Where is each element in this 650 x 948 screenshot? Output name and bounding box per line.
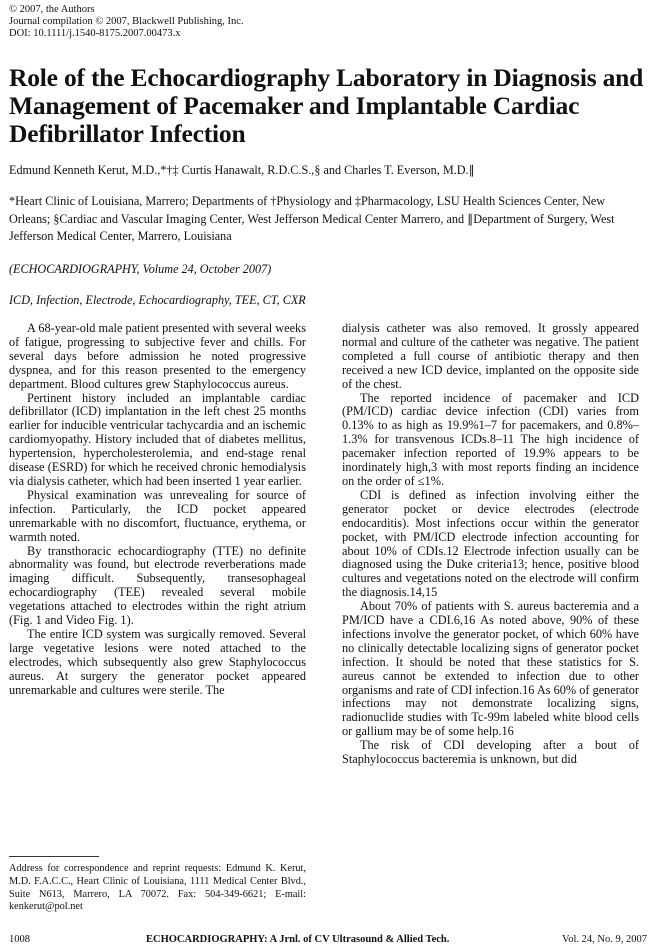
body-paragraph: CDI is defined as infection involving either the generator pocket or device electrodes (electrode endocarditis). Most infections occur within the generator pocket, with PM/ICD electrode infection accounting for about 10% of CDIs.12 Electrode infection usually can be diagnosed using the Duke criteria13; hence, positive blood cultures and vegetations noted on the electrode will confirm the diagnosis.14,15 <box>342 487 639 600</box>
body-paragraph: The risk of CDI developing after a bout of Staphylococcus bacteremia is unknown, but did <box>342 738 639 767</box>
copyright-block <box>9 4 244 40</box>
copyright-line: Journal compilation © 2007, Blackwell Publishing, Inc. <box>9 16 244 27</box>
body-paragraph: Physical examination was unrevealing for source of infection. Particularly, the ICD pocket appeared unremarkable with no discomfort, fluctuance, erythema, or warmth noted. <box>9 487 306 544</box>
body-paragraph: The entire ICD system was surgically removed. Several large vegetative lesions were noted attached to the electrodes, which subsequently also grew Staphylococcus aureus. At surgery the generator pocket appeared unremarkable and cultures were sterile. The <box>9 626 306 697</box>
author-list: Edmund Kenneth Kerut, M.D.,*†‡ Curtis Hanawalt, R.D.C.S.,§ and Charles T. Everson, M.D.∥ <box>9 163 475 177</box>
copyright-line: © 2007, the Authors <box>9 4 95 15</box>
body-paragraph: The reported incidence of pacemaker and ICD (PM/ICD) cardiac device infection (CDI) varies from 0.13% to as high as 19.9%1–7 for pacemakers, and 0.8%–1.3% for transvenous ICDs.8–11 The high incidence of pacemaker infection reported of 19.9% appears to be inordinately high,3 with most reports finding an incidence on the order of ≤1%. <box>342 390 639 488</box>
doi-line: DOI: 10.1111/j.1540-8175.2007.00473.x <box>9 28 181 39</box>
body-paragraph: About 70% of patients with S. aureus bacteremia and a PM/ICD have a CDI.6,16 As noted above, 90% of these infections involve the generator pocket, of which 60% have no clinically detectable localizing signs of generator pocket infection. It should be noted that these statistics for S. aureus cannot be extended to infection due to other organisms and rate of CDI infection.16 As 60% of generator infections may not demonstrate localizing signs, radionuclide studies with Tc-99m labeled white blood cells or gallium may be of some help.16 <box>342 599 639 739</box>
page-number: 1008 <box>9 934 30 945</box>
body-column-right <box>342 322 639 767</box>
footnote-text: Address for correspondence and reprint requests: Edmund K. Kerut, M.D. F.A.C.C., Heart Clinic of Louisiana, 1111 Medical Center Blvd., Suite N613, Marrero, LA 70072. Fax: 504-349-6621; E-mail: kenkerut@pol.net <box>9 863 306 913</box>
journal-name: ECHOCARDIOGRAPHY: A Jrnl. of CV Ultrasound & Allied Tech. <box>146 934 450 945</box>
body-paragraph: A 68-year-old male patient presented with several weeks of fatigue, progressing to subjective fever and chills. For several days before admission he noted progressive dyspnea, and for this reason presented to the emergency department. Blood cultures grew Staphylococcus aureus. <box>9 321 306 391</box>
footnote-divider <box>9 856 99 857</box>
journal-reference: (ECHOCARDIOGRAPHY, Volume 24, October 2007) <box>9 262 272 276</box>
body-paragraph: By transthoracic echocardiography (TTE) no definite abnormality was found, but electrode reverberations made imaging difficult. Subsequently, transesophageal echocardiography (TEE) revealed several mobile vegetations attached to electrodes within the right atrium (Fig. 1 and Video Fig. 1). <box>9 543 306 628</box>
body-paragraph: dialysis catheter was also removed. It grossly appeared normal and culture of the catheter was negative. The patient completed a full course of antibiotic therapy and then received a new ICD device, implanted on the opposite side of the chest. <box>342 321 639 391</box>
body-paragraph: Pertinent history included an implantable cardiac defibrillator (ICD) implantation in the left chest 25 months earlier for inducible ventricular tachycardia and an ischemic cardiomyopathy. History included that of diabetes mellitus, hypertension, hypercholesterolemia, and end-stage renal disease (ESRD) for which he received chronic hemodialysis via dialysis catheter, which had been inserted 1 year earlier. <box>9 390 306 488</box>
volume-info: Vol. 24, No. 9, 2007 <box>562 934 647 945</box>
correspondence-footnote <box>9 863 306 914</box>
affiliations: *Heart Clinic of Louisiana, Marrero; Departments of †Physiology and ‡Pharmacology, LSU Health Sciences Center, New Orleans; §Cardiac and Vascular Imaging Center, West Jefferson Medical Center Marrero, and ∥Department of Surgery, West Jefferson Medical Center, Marrero, Louisiana <box>9 194 615 243</box>
article-title: Role of the Echocardiography Laboratory in Diagnosis and Management of Pacemaker and Implantable Cardiac Defibrillator Infection <box>9 63 644 148</box>
body-column-left <box>9 322 306 697</box>
keywords: ICD, Infection, Electrode, Echocardiography, TEE, CT, CXR <box>9 293 306 307</box>
